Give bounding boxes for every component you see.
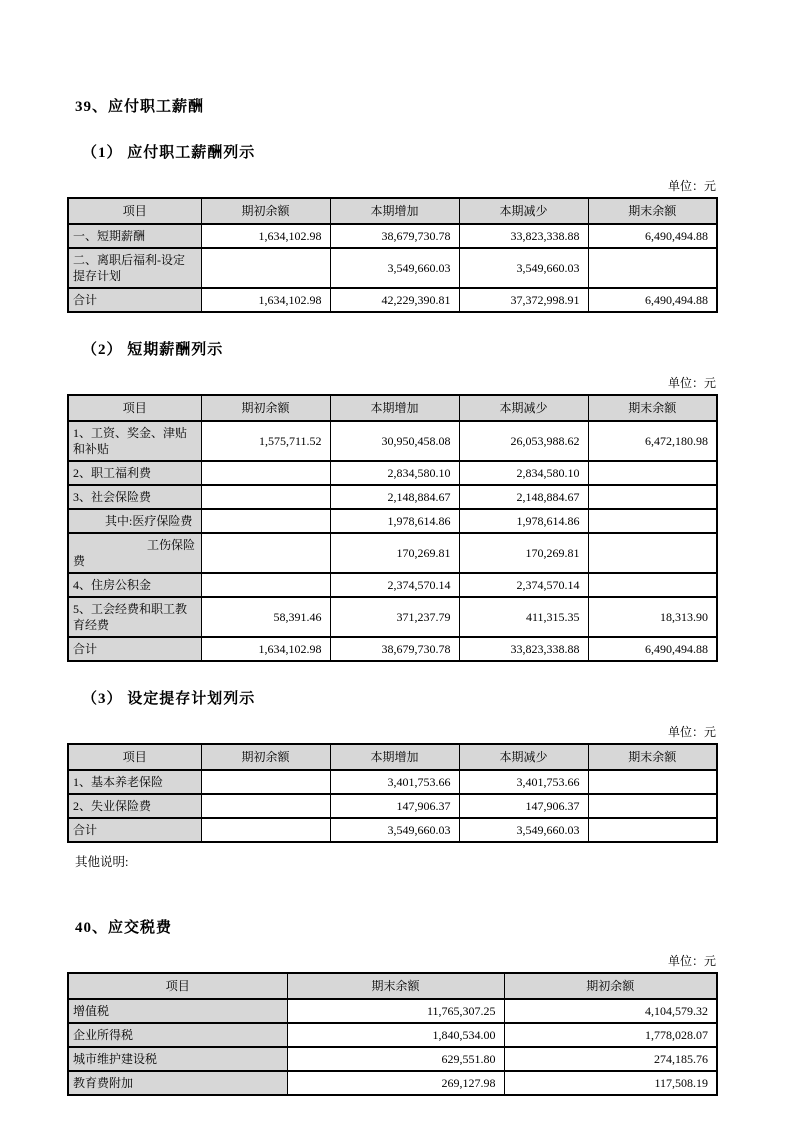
- value-cell: 33,823,338.88: [459, 224, 588, 248]
- value-cell: [201, 533, 330, 573]
- value-cell: 269,127.98: [287, 1071, 504, 1095]
- item-cell: 教育费附加: [68, 1071, 287, 1095]
- item-cell: 其中:医疗保险费: [68, 509, 201, 533]
- table-row: [68, 461, 717, 485]
- value-cell: 2,834,580.10: [459, 461, 588, 485]
- value-cell: [588, 248, 717, 288]
- table-header-row: [68, 744, 717, 770]
- other-note-label: 其他说明:: [75, 855, 129, 869]
- value-cell: 1,840,534.00: [287, 1023, 504, 1047]
- value-cell: 42,229,390.81: [330, 288, 459, 312]
- value-cell: 117,508.19: [504, 1071, 717, 1095]
- item-cell: 1、基本养老保险: [68, 770, 201, 794]
- value-cell: 26,053,988.62: [459, 421, 588, 461]
- column-header: 期初余额: [201, 744, 330, 770]
- item-cell: 二、离职后福利-设定提存计划: [68, 248, 201, 288]
- column-header: 本期增加: [330, 744, 459, 770]
- value-cell: [201, 485, 330, 509]
- payroll-summary-table: [67, 197, 718, 313]
- table-row: [68, 533, 717, 573]
- table-row: [68, 509, 717, 533]
- value-cell: [588, 818, 717, 842]
- table-row: [68, 770, 717, 794]
- column-header: 本期增加: [330, 395, 459, 421]
- column-header: 项目: [68, 198, 201, 224]
- value-cell: [201, 509, 330, 533]
- value-cell: 37,372,998.91: [459, 288, 588, 312]
- unit-label: 单位：元: [667, 725, 716, 739]
- value-cell: [588, 509, 717, 533]
- value-cell: 30,950,458.08: [330, 421, 459, 461]
- value-cell: 6,472,180.98: [588, 421, 717, 461]
- value-cell: 58,391.46: [201, 597, 330, 637]
- value-cell: 629,551.80: [287, 1047, 504, 1071]
- value-cell: 2,374,570.14: [330, 573, 459, 597]
- value-cell: 2,148,884.67: [459, 485, 588, 509]
- value-cell: 1,634,102.98: [201, 637, 330, 661]
- table-total-row: [68, 288, 717, 312]
- value-cell: [588, 461, 717, 485]
- table-row: [68, 485, 717, 509]
- section-39-heading: 39、应付职工薪酬: [75, 99, 205, 115]
- value-cell: 33,823,338.88: [459, 637, 588, 661]
- value-cell: 2,834,580.10: [330, 461, 459, 485]
- value-cell: 170,269.81: [330, 533, 459, 573]
- table-row: [68, 1071, 717, 1095]
- item-cell: 1、工资、奖金、津贴和补贴: [68, 421, 201, 461]
- table-row: [68, 421, 717, 461]
- item-cell: 4、住房公积金: [68, 573, 201, 597]
- value-cell: [201, 573, 330, 597]
- table-row: [68, 224, 717, 248]
- item-cell: 企业所得税: [68, 1023, 287, 1047]
- value-cell: 38,679,730.78: [330, 637, 459, 661]
- column-header: 期末余额: [588, 395, 717, 421]
- table-row: [68, 1023, 717, 1047]
- value-cell: [201, 794, 330, 818]
- value-cell: 1,634,102.98: [201, 288, 330, 312]
- value-cell: 6,490,494.88: [588, 637, 717, 661]
- column-header: 期末余额: [588, 744, 717, 770]
- value-cell: 6,490,494.88: [588, 288, 717, 312]
- value-cell: 170,269.81: [459, 533, 588, 573]
- value-cell: 3,549,660.03: [459, 818, 588, 842]
- column-header: 期初余额: [201, 395, 330, 421]
- value-cell: 1,778,028.07: [504, 1023, 717, 1047]
- value-cell: 274,185.76: [504, 1047, 717, 1071]
- value-cell: [588, 794, 717, 818]
- value-cell: 1,575,711.52: [201, 421, 330, 461]
- value-cell: 3,549,660.03: [330, 818, 459, 842]
- value-cell: 2,148,884.67: [330, 485, 459, 509]
- column-header: 项目: [68, 973, 287, 999]
- value-cell: 4,104,579.32: [504, 999, 717, 1023]
- table-row: [68, 794, 717, 818]
- column-header: 本期减少: [459, 395, 588, 421]
- column-header: 期末余额: [588, 198, 717, 224]
- value-cell: 38,679,730.78: [330, 224, 459, 248]
- item-cell: 城市维护建设税: [68, 1047, 287, 1071]
- item-cell: 2、职工福利费: [68, 461, 201, 485]
- unit-label: 单位：元: [667, 954, 716, 968]
- value-cell: [201, 248, 330, 288]
- section-39-1-heading: （1） 应付职工薪酬列示: [82, 145, 256, 161]
- item-cell: 合计: [68, 818, 201, 842]
- column-header: 项目: [68, 395, 201, 421]
- table-row: [68, 597, 717, 637]
- section-39-3-heading: （3） 设定提存计划列示: [82, 691, 256, 707]
- table-header-row: [68, 198, 717, 224]
- value-cell: 2,374,570.14: [459, 573, 588, 597]
- value-cell: 147,906.37: [459, 794, 588, 818]
- item-cell: 工伤保险费: [68, 533, 201, 573]
- value-cell: 3,401,753.66: [459, 770, 588, 794]
- value-cell: 411,315.35: [459, 597, 588, 637]
- value-cell: 1,978,614.86: [330, 509, 459, 533]
- item-cell: 5、工会经费和职工教育经费: [68, 597, 201, 637]
- column-header: 本期减少: [459, 744, 588, 770]
- column-header: 项目: [68, 744, 201, 770]
- table-total-row: [68, 818, 717, 842]
- value-cell: [201, 818, 330, 842]
- value-cell: [588, 485, 717, 509]
- section-39-2-heading: （2） 短期薪酬列示: [82, 342, 224, 358]
- value-cell: 1,978,614.86: [459, 509, 588, 533]
- item-cell: 3、社会保险费: [68, 485, 201, 509]
- section-40-heading: 40、应交税费: [75, 920, 173, 936]
- table-header-row: [68, 395, 717, 421]
- column-header: 期末余额: [287, 973, 504, 999]
- value-cell: [588, 533, 717, 573]
- table-header-row: [68, 973, 717, 999]
- column-header: 本期减少: [459, 198, 588, 224]
- taxes-payable-table: [67, 972, 718, 1096]
- column-header: 本期增加: [330, 198, 459, 224]
- value-cell: [201, 770, 330, 794]
- defined-contribution-table: [67, 743, 718, 843]
- column-header: 期初余额: [201, 198, 330, 224]
- short-term-pay-table: [67, 394, 718, 662]
- unit-label: 单位：元: [667, 179, 716, 193]
- value-cell: 18,313.90: [588, 597, 717, 637]
- item-cell: 合计: [68, 288, 201, 312]
- table-row: [68, 999, 717, 1023]
- value-cell: [588, 770, 717, 794]
- unit-label: 单位：元: [667, 376, 716, 390]
- item-cell: 2、失业保险费: [68, 794, 201, 818]
- table-row: [68, 248, 717, 288]
- table-row: [68, 573, 717, 597]
- item-cell: 合计: [68, 637, 201, 661]
- item-cell: 增值税: [68, 999, 287, 1023]
- value-cell: 11,765,307.25: [287, 999, 504, 1023]
- value-cell: [588, 573, 717, 597]
- table-total-row: [68, 637, 717, 661]
- table-row: [68, 1047, 717, 1071]
- column-header: 期初余额: [504, 973, 717, 999]
- value-cell: [201, 461, 330, 485]
- value-cell: 1,634,102.98: [201, 224, 330, 248]
- value-cell: 371,237.79: [330, 597, 459, 637]
- value-cell: 3,401,753.66: [330, 770, 459, 794]
- value-cell: 3,549,660.03: [330, 248, 459, 288]
- item-cell: 一、短期薪酬: [68, 224, 201, 248]
- value-cell: 147,906.37: [330, 794, 459, 818]
- value-cell: 3,549,660.03: [459, 248, 588, 288]
- value-cell: 6,490,494.88: [588, 224, 717, 248]
